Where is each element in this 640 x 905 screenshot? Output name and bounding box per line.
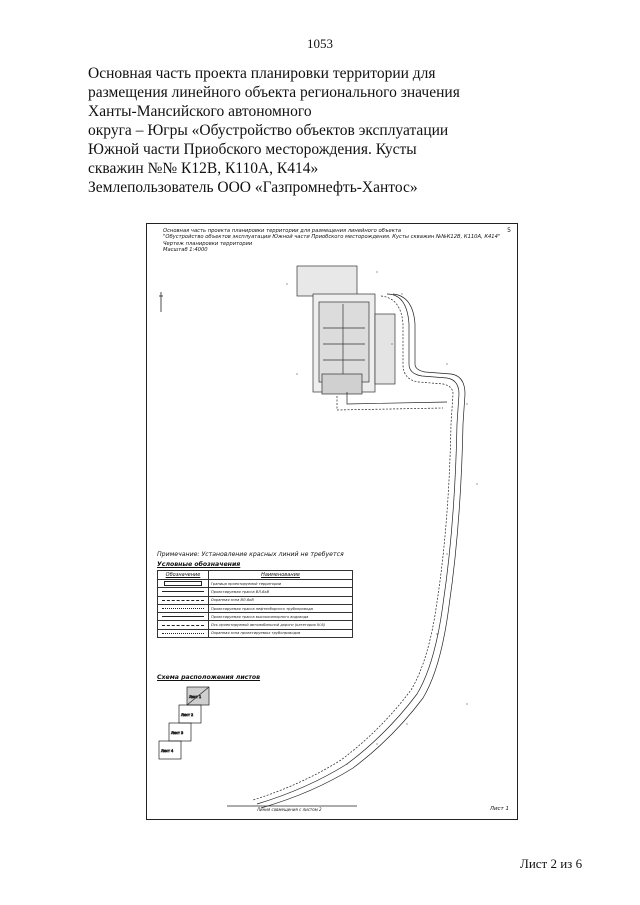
legend-col-name: Наименование	[209, 571, 353, 580]
legend-header-row	[158, 571, 353, 580]
drawing-sheet-label: Лист 1	[489, 806, 509, 812]
page-number: 1053	[307, 36, 333, 51]
legend-row	[158, 604, 353, 612]
legend-row	[158, 588, 353, 596]
legend-symbol	[158, 621, 209, 629]
legend-symbol	[158, 580, 209, 588]
drawing-title-line: Масштаб 1:4000	[163, 247, 208, 254]
heading-line: Землепользователь ООО «Газпромнефть-Хантос»	[88, 179, 418, 196]
scheme-title: Схема расположения листов	[157, 674, 261, 681]
legend-symbol	[158, 596, 209, 604]
legend-name: Охранная зона проектируемых трубопроводов	[209, 629, 353, 637]
sheet-counter: Лист 2 из 6	[520, 856, 583, 871]
drawing-map-graphic	[147, 224, 517, 819]
legend-row	[158, 629, 353, 637]
legend-row	[158, 613, 353, 621]
legend-symbol	[158, 613, 209, 621]
well-pad-site	[297, 266, 395, 394]
heading-line: размещения линейного объекта регионального значения	[88, 84, 460, 101]
legend-name: Проектируемая трасса нефтесборного трубопровода	[209, 604, 353, 612]
planning-drawing	[146, 223, 518, 820]
match-line-label: Линия совмещения с листом 2	[257, 807, 322, 812]
scheme-label: Лист 3	[171, 731, 184, 735]
legend-symbol	[158, 588, 209, 596]
heading-line: Основная часть проекта планировки территории для	[88, 65, 436, 82]
scheme-label: Лист 1	[189, 695, 202, 699]
drawing-title-line: Чертеж планировки территории	[163, 240, 253, 247]
legend-name: Охранная зона ВЛ-6кВ	[209, 596, 353, 604]
document-heading	[88, 64, 488, 197]
sheet-layout-scheme	[159, 687, 209, 759]
heading-line: Южной части Приобского месторождения. Кусты	[88, 141, 417, 158]
legend-symbol	[158, 604, 209, 612]
legend-name: Граница проектируемой территории	[209, 580, 353, 588]
legend-row	[158, 580, 353, 588]
scheme-label: Лист 4	[161, 749, 174, 753]
legend-name: Ось проектируемой автомобильной дороги (категория IV-6)	[209, 621, 353, 629]
legend-symbol	[158, 629, 209, 637]
heading-line: скважин №№ К12В, К110А, К414»	[88, 160, 319, 177]
heading-line: Ханты-Мансийского автономного	[88, 103, 312, 120]
legend-table	[157, 570, 353, 638]
legend-col-symbol: Обозначение	[158, 571, 209, 580]
drawing-note: Примечание: Установление красных линий не требуется	[157, 551, 344, 558]
scheme-label: Лист 2	[181, 713, 194, 717]
drawing-title-line: Основная часть проекта планировки территории для размещения линейного объекта	[163, 228, 402, 234]
legend-title: Условные обозначения	[157, 561, 241, 568]
drawing-sheet-number: 5	[507, 227, 511, 234]
legend-row	[158, 596, 353, 604]
legend-name: Проектируемая трасса ВЛ-6кВ	[209, 588, 353, 596]
legend-row	[158, 621, 353, 629]
north-arrow-icon	[159, 292, 163, 312]
drawing-title-line: "Обустройство объектов эксплуатации Южной части Приобского месторождения. Кусты скважин №№К12В, К110А, К414"	[163, 234, 501, 241]
legend-name: Проектируемая трасса высоконапорного водовода	[209, 613, 353, 621]
heading-line: округа – Югры «Обустройство объектов эксплуатации	[88, 122, 449, 139]
